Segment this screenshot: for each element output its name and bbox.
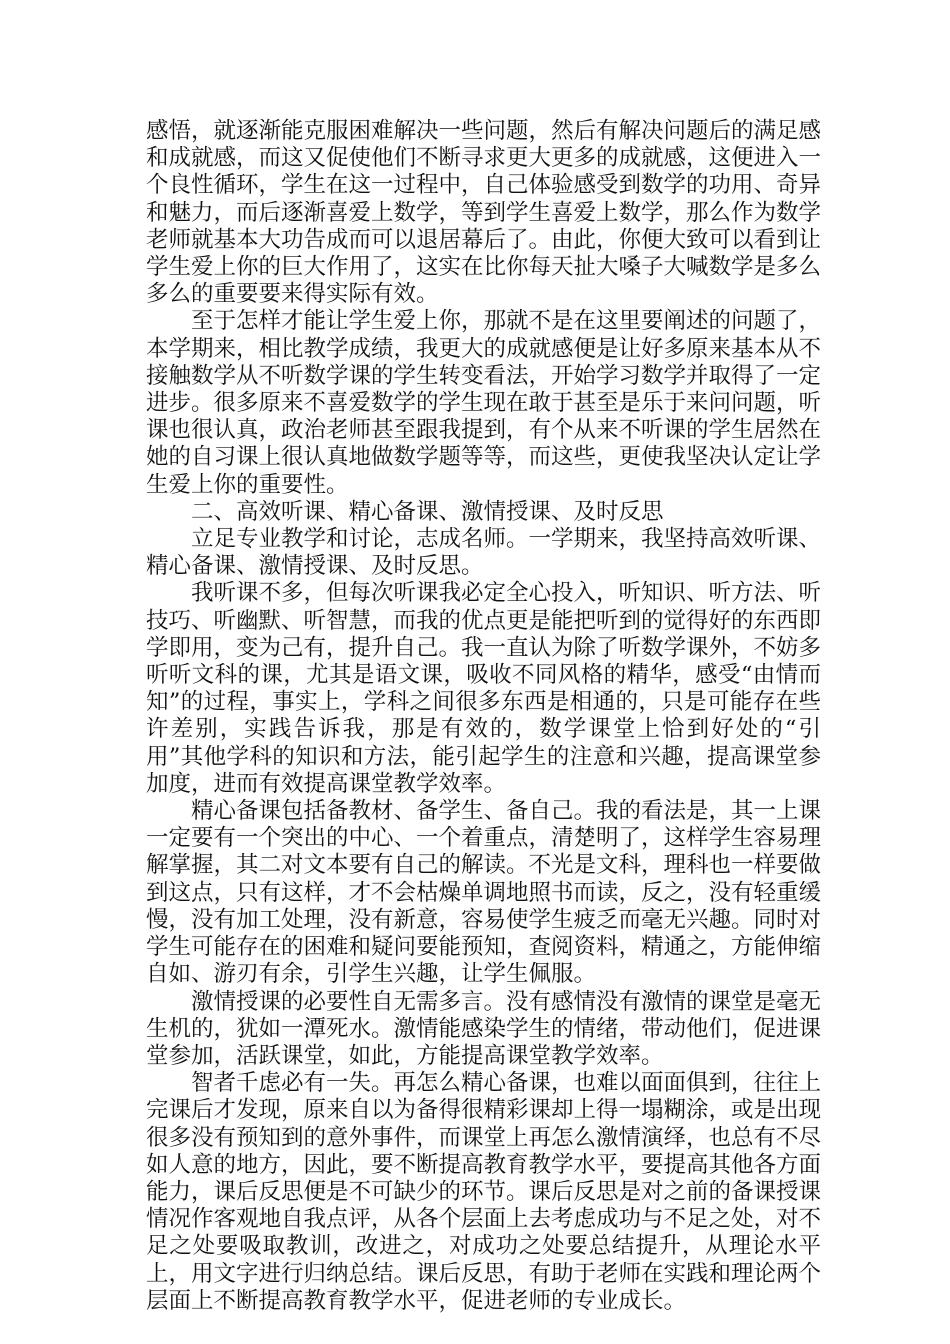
paragraph: 至于怎样才能让学生爱上你，那就不是在这里要阐述的问题了，本学期来，相比教学成绩，我更大的成就感便是让好多原来基本从不接触数学从不听数学课的学生转变看法，开始学习数学并取得了一定进步。很多原来不喜爱数学的学生现在敢于甚至是乐于来问问题，听课也很认真，政治老师甚至跟我提到，有个从来不听课的学生居然在她的自习课上很认真地做数学题等等，而这些，更使我坚决认定让学生爱上你的重要性。 bbox=[146, 308, 822, 498]
paragraph: 精心备课包括备教材、备学生、备自己。我的看法是，其一上课一定要有一个突出的中心、一个着重点，清楚明了，这样学生容易理解掌握，其二对文本要有自己的解读。不光是文科，理科也一样要做到这点，只有这样，才不会枯燥单调地照书而读，反之，没有轻重缓慢，没有加工处理，没有新意，容易使学生疲乏而毫无兴趣。同时对学生可能存在的困难和疑问要能预知，查阅资料，精通之，方能伸缩自如、游刃有余，引学生兴趣，让学生佩服。 bbox=[146, 798, 822, 988]
paragraph: 立足专业教学和讨论，志成名师。一学期来，我坚持高效听课、精心备课、激情授课、及时反思。 bbox=[146, 526, 822, 580]
paragraph: 我听课不多，但每次听课我必定全心投入，听知识、听方法、听技巧、听幽默、听智慧，而我的优点更是能把听到的觉得好的东西即学即用，变为己有，提升自己。我一直认为除了听数学课外，不妨多听听文科的课，尤其是语文课，吸收不同风格的精华，感受“由情而知”的过程，事实上，学科之间很多东西是相通的，只是可能存在些许差别，实践告诉我，那是有效的，数学课堂上恰到好处的“引用”其他学科的知识和方法，能引起学生的注意和兴趣，提高课堂参加度，进而有效提高课堂教学效率。 bbox=[146, 580, 822, 797]
section-heading: 二、高效听课、精心备课、激情授课、及时反思 bbox=[191, 498, 664, 525]
paragraph-continued: 感悟，就逐渐能克服困难解决一些问题，然后有解决问题后的满足感和成就感，而这又促使他们不断寻求更大更多的成就感，这便进入一个良性循环，学生在这一过程中，自己体验感受到数学的功用、奇异和魅力，而后逐渐喜爱上数学，等到学生喜爱上数学，那么作为数学老师就基本大功告成而可以退居幕后了。由此，你便大致可以看到让学生爱上你的巨大作用了，这实在比你每天扯大嗓子大喊数学是多么多么的重要要来得实际有效。 bbox=[146, 118, 822, 308]
document-page bbox=[146, 118, 821, 1315]
paragraph: 激情授课的必要性自无需多言。没有感情没有激情的课堂是毫无生机的，犹如一潭死水。激情能感染学生的情绪，带动他们，促进课堂参加，活跃课堂，如此，方能提高课堂教学效率。 bbox=[146, 988, 822, 1069]
paragraph: 智者千虑必有一失。再怎么精心备课，也难以面面俱到，往往上完课后才发现，原来自以为备得很精彩课却上得一塌糊涂，或是出现很多没有预知到的意外事件，而课堂上再怎么激情演绎，也总有不尽如人意的地方，因此，要不断提高教育教学水平，要提高其他各方面能力，课后反思便是不可缺少的环节。课后反思是对之前的备课授课情况作客观地自我点评，从各个层面上去考虑成功与不足之处，对不足之处要吸取教训，改进之，对成功之处要总结提升，从理论水平上，用文字进行归纳总结。课后反思，有助于老师在实践和理论两个层面上不断提高教育教学水平，促进老师的专业成长。 bbox=[146, 1070, 822, 1314]
